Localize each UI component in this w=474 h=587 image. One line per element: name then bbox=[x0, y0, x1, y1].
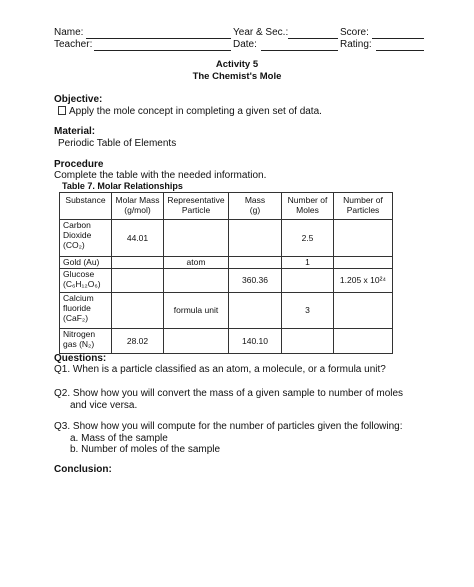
cell-molar-mass[interactable] bbox=[112, 269, 164, 293]
cell-molar-mass: 28.02 bbox=[112, 329, 164, 354]
table-row bbox=[60, 269, 393, 293]
cell-molar-mass[interactable] bbox=[112, 293, 164, 329]
procedure-heading: Procedure bbox=[54, 159, 104, 170]
cell-particles[interactable] bbox=[334, 220, 393, 257]
cell-moles: 3 bbox=[282, 293, 334, 329]
cell-mass[interactable] bbox=[229, 257, 282, 269]
table-row bbox=[60, 257, 393, 269]
header-substance: Substance bbox=[60, 193, 112, 220]
table-row bbox=[60, 329, 393, 354]
header-number-of-particles: Number of Particles bbox=[334, 193, 393, 220]
cell-moles[interactable] bbox=[282, 269, 334, 293]
question-2: Q2. Show how you will convert the mass of a given sample to number of moles bbox=[54, 388, 404, 399]
conclusion-heading: Conclusion: bbox=[54, 464, 112, 475]
date-label: Date: bbox=[233, 39, 257, 50]
cell-particles[interactable] bbox=[334, 293, 393, 329]
cell-particle[interactable] bbox=[164, 269, 229, 293]
checkbox-icon bbox=[58, 106, 66, 115]
question-3: Q3. Show how you will compute for the number of particles given the following: bbox=[54, 421, 403, 432]
question-1: Q1. When is a particle classified as an atom, a molecule, or a formula unit? bbox=[54, 364, 386, 375]
activity-title: The Chemist's Mole bbox=[192, 71, 282, 82]
material-item: Periodic Table of Elements bbox=[58, 138, 177, 149]
cell-mass[interactable] bbox=[229, 293, 282, 329]
cell-substance: Glucose (C₆H₁₂O₆) bbox=[60, 269, 112, 293]
cell-molar-mass[interactable] bbox=[112, 257, 164, 269]
teacher-blank[interactable] bbox=[94, 50, 231, 51]
table-row bbox=[60, 293, 393, 329]
header-molar-mass: Molar Mass (g/mol) bbox=[112, 193, 164, 220]
cell-mass: 140.10 bbox=[229, 329, 282, 354]
cell-particle[interactable] bbox=[164, 329, 229, 354]
cell-particle: formula unit bbox=[164, 293, 229, 329]
header-number-of-moles: Number of Moles bbox=[282, 193, 334, 220]
teacher-label: Teacher: bbox=[54, 39, 93, 50]
objective-heading: Objective: bbox=[54, 94, 103, 105]
cell-moles: 1 bbox=[282, 257, 334, 269]
table-caption: Table 7. Molar Relationships bbox=[62, 181, 183, 191]
table-header-row bbox=[60, 193, 393, 220]
cell-mass[interactable] bbox=[229, 220, 282, 257]
cell-substance: Nitrogen gas (N₂) bbox=[60, 329, 112, 354]
cell-molar-mass: 44.01 bbox=[112, 220, 164, 257]
cell-particle[interactable] bbox=[164, 220, 229, 257]
cell-moles[interactable] bbox=[282, 329, 334, 354]
cell-substance: Carbon Dioxide (CO₂) bbox=[60, 220, 112, 257]
question-3a: a. Mass of the sample bbox=[70, 433, 168, 444]
question-2-cont: and vice versa. bbox=[70, 400, 138, 411]
cell-particles[interactable] bbox=[334, 329, 393, 354]
year-sec-label: Year & Sec.: bbox=[233, 27, 289, 38]
header-representative-particle: Representative Particle bbox=[164, 193, 229, 220]
cell-particles: 1.205 x 10²⁴ bbox=[334, 269, 393, 293]
header-mass: Mass (g) bbox=[229, 193, 282, 220]
objective-text: Apply the mole concept in completing a given set of data. bbox=[69, 106, 322, 117]
questions-heading: Questions: bbox=[54, 353, 107, 364]
cell-moles: 2.5 bbox=[282, 220, 334, 257]
header-row-2 bbox=[54, 39, 424, 53]
cell-substance: Gold (Au) bbox=[60, 257, 112, 269]
molar-relationships-table bbox=[59, 192, 393, 354]
date-blank[interactable] bbox=[261, 50, 338, 51]
rating-label: Rating: bbox=[340, 39, 372, 50]
rating-blank[interactable] bbox=[376, 50, 424, 51]
cell-particle: atom bbox=[164, 257, 229, 269]
procedure-instruction: Complete the table with the needed information. bbox=[54, 170, 267, 181]
material-heading: Material: bbox=[54, 126, 96, 137]
name-label: Name: bbox=[54, 27, 84, 38]
activity-number: Activity 5 bbox=[215, 59, 259, 70]
score-label: Score: bbox=[340, 27, 369, 38]
objective-item bbox=[58, 106, 322, 117]
cell-mass: 360.36 bbox=[229, 269, 282, 293]
cell-particles[interactable] bbox=[334, 257, 393, 269]
question-3b: b. Number of moles of the sample bbox=[70, 444, 221, 455]
cell-substance: Calcium fluoride (CaF₂) bbox=[60, 293, 112, 329]
table-row bbox=[60, 220, 393, 257]
